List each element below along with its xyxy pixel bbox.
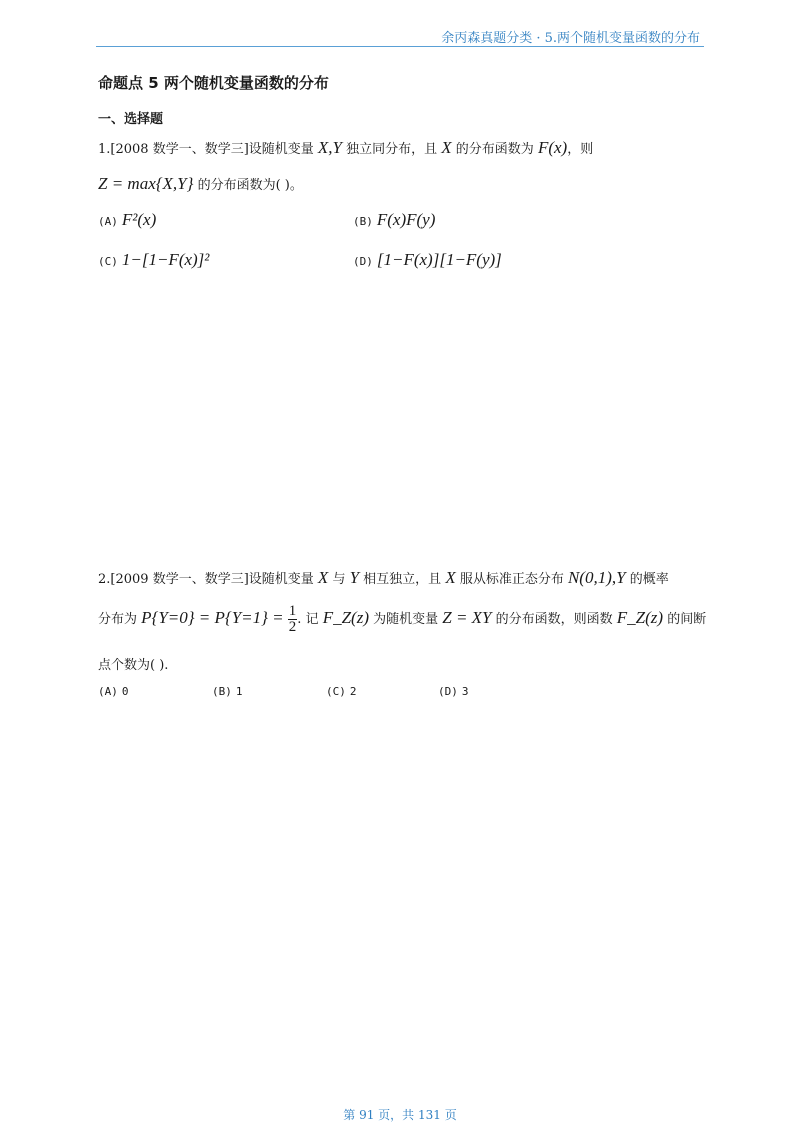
option-label: (C) (326, 685, 346, 698)
question-2-line-2 (98, 604, 706, 635)
page-footer: 第 91 页，共 131 页 (343, 1108, 457, 1122)
option-label: (B) (353, 215, 373, 228)
option-b (353, 210, 435, 230)
math-xy: X,Y (317, 138, 343, 157)
option-label: (A) (98, 215, 118, 228)
q2-text: 的概率 (625, 572, 669, 587)
fraction-denominator: 2 (288, 619, 297, 635)
math-x: X (445, 568, 456, 587)
option-d (353, 250, 502, 270)
header-rule (96, 46, 704, 47)
math-fz: F_Z(z) (616, 608, 664, 627)
option-label: (D) (353, 255, 373, 268)
math-x: X (317, 568, 329, 587)
subsection-title: 一、选择题 (98, 112, 164, 127)
option-label: (D) (438, 685, 458, 698)
math-zmax: Z = max{X,Y} (98, 174, 194, 193)
q1-text: 的分布函数为( )。 (193, 178, 303, 193)
q1-text: ，则 (567, 142, 594, 157)
option-text: F²(x) (121, 210, 157, 229)
question-source: [2008 数学一、数学三] (110, 142, 249, 157)
q2-text: , (611, 568, 617, 587)
q1-text: 独立同分布，且 (342, 142, 442, 157)
option-text: F(x)F(y) (376, 210, 436, 229)
option-c (98, 250, 209, 270)
option-d (438, 684, 469, 699)
option-label: (A) (98, 685, 118, 698)
question-2-line-3 (98, 654, 168, 673)
q2-text: 点个数为( ). (98, 658, 169, 673)
q2-text: . 记 (297, 612, 323, 627)
q1-text: 设随机变量 (248, 142, 318, 157)
fraction (288, 604, 298, 635)
option-text: [1−F(x)][1−F(y)] (376, 250, 502, 269)
q2-text: 的分布函数，则函数 (491, 612, 617, 627)
option-a (98, 210, 156, 230)
q2-text: 设随机变量 (248, 572, 318, 587)
option-text: 0 (121, 685, 129, 698)
question-1-line-1 (98, 138, 593, 158)
question-1-line-2 (98, 174, 303, 194)
question-number: 2. (98, 572, 111, 587)
fraction-numerator: 1 (288, 603, 297, 619)
question-number: 1. (98, 142, 111, 157)
math-normal: N(0,1) (567, 568, 612, 587)
question-2-line-1 (98, 568, 669, 588)
option-c (326, 684, 357, 699)
option-text: 1 (235, 685, 243, 698)
q2-text: 相互独立，且 (359, 572, 446, 587)
option-a (98, 684, 129, 699)
q2-text: 分布为 (98, 612, 142, 627)
section-title: 命题点 5 两个随机变量函数的分布 (98, 74, 329, 92)
math-y: Y (349, 568, 360, 587)
q2-text: 与 (328, 572, 350, 587)
math-x: X (441, 138, 452, 157)
math-zxy: Z = XY (442, 608, 492, 627)
question-source: [2009 数学一、数学三] (110, 572, 249, 587)
running-header: 余丙森真题分类 · 5.两个随机变量函数的分布 (441, 31, 700, 46)
math-y: Y (616, 568, 626, 587)
math-prob: P{Y=0} = P{Y=1} = (141, 608, 284, 627)
option-label: (C) (98, 255, 118, 268)
option-text: 3 (461, 685, 469, 698)
q2-text: 为随机变量 (368, 612, 443, 627)
q2-text: 服从标准正态分布 (455, 572, 568, 587)
option-label: (B) (212, 685, 232, 698)
math-fz: F_Z(z) (322, 608, 369, 627)
option-text: 1−[1−F(x)]² (121, 250, 210, 269)
q2-text: 的间断 (663, 612, 707, 627)
option-text: 2 (349, 685, 357, 698)
option-b (212, 684, 243, 699)
math-fx: F(x) (537, 138, 568, 157)
q1-text: 的分布函数为 (451, 142, 538, 157)
